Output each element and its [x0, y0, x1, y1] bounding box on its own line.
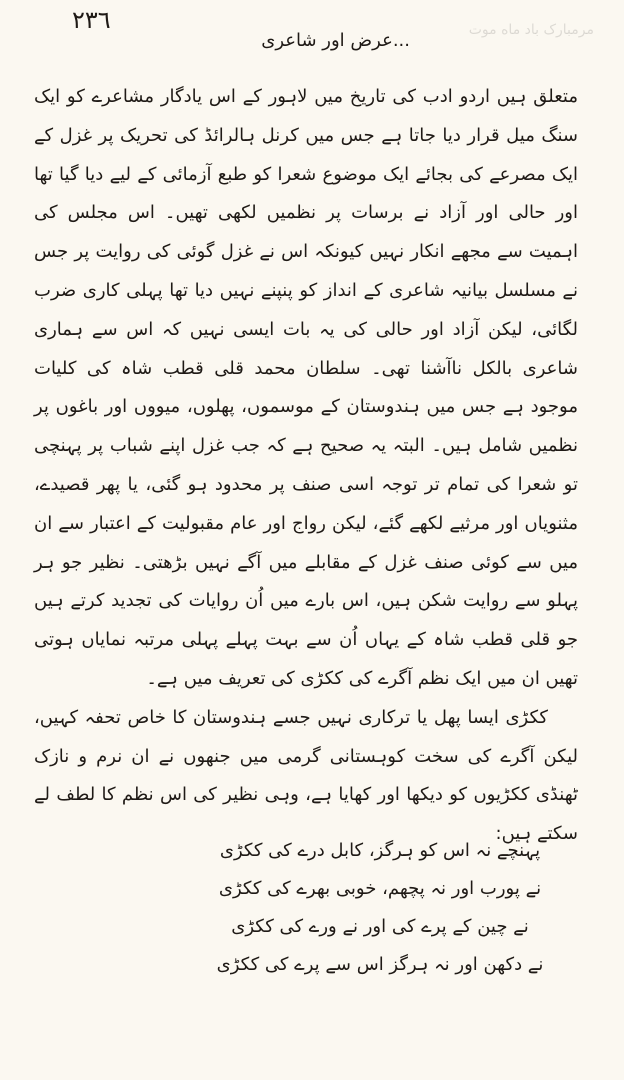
verse-line: نے پورب اور نہ پچھم، خوبی بھرے کی ککڑی	[218, 878, 542, 899]
paragraph: متعلق ہیں اردو ادب کی تاریخ میں لاہور کے اس یادگار مشاعرے کو ایک سنگ میل قرار دیا جاتا ہے جس میں کرنل ہالرائڈ کی تحریک پر غزل کے ایک مصرعے کی بجائے ایک موضوع شعرا کو طبع آزمائی کے لیے دیا گیا تھا اور حالی اور آزاد نے برسات پر نظمیں لکھی تھیں۔ اس مجلس کی اہمیت سے مجھے انکار نہیں کیونکہ اس نے غزل گوئی کی روایت پر جس نے مسلسل بیانیہ شاعری کے انداز کو پنپنے نہیں دیا تھا پہلی کاری ضرب لگائی، لیکن آزاد اور حالی کی یہ بات ایسی نہیں کہ اس سے ہماری شاعری بالکل ناآشنا تھی۔ سلطان محمد قلی قطب شاہ کی کلیات موجود ہے جس میں ہندوستان کے موسموں، پھلوں، میووں اور باغوں پر نظمیں شامل ہیں۔ البتہ یہ صحیح ہے کہ جب غزل اپنے شباب پر پہنچی تو شعرا کی تمام تر توجہ اسی صنف پر محدود ہو گئی، یا پھر قصیدے، مثنویاں اور مرثیے لکھے گئے، لیکن رواج اور عام مقبولیت کے اعتبار سے ان میں سے کوئی صنف غزل کے مقابلے میں آگے نہیں بڑھتی۔ نظیر جو ہر پہلو سے روایت شکن ہیں، اس بارے میں اُن روایات کی تجدید کرتے ہیں جو قلی قطب شاہ کے یہاں اُن سے بہت پہلے پہلی مرتبہ نمایاں ہوتی تھیں ان میں ایک نظم آگرے کی ککڑی کی تعریف میں ہے۔	[34, 86, 578, 689]
page-number: ٢٣٦	[72, 6, 111, 34]
body-text	[34, 78, 578, 854]
paragraph: ککڑی ایسا پھل یا ترکاری نہیں جسے ہندوستان کا خاص تحفہ کہیں، لیکن آگرے کی سخت کوہستانی گرمی میں جنھوں نے ان نرم و نازک ٹھنڈی ککڑیوں کو دیکھا اور کھایا ہے، وہی نظیر کی اس نظم کا لطف لے سکتے ہیں:	[34, 706, 578, 845]
verse-line: پہنچے نہ اس کو ہرگز، کابل درے کی ککڑی	[219, 840, 541, 861]
verse-line: نے چین کے پرے کی اور نے ورے کی ککڑی	[231, 916, 529, 937]
verse-line: نے دکھن اور نہ ہرگز اس سے پرے کی ککڑی	[216, 954, 544, 975]
bleed-through-text: مرمبارک باد ماه موت	[468, 22, 594, 38]
verse-block	[210, 832, 550, 984]
running-header-title: ...عرض اور شاعری	[261, 30, 410, 51]
